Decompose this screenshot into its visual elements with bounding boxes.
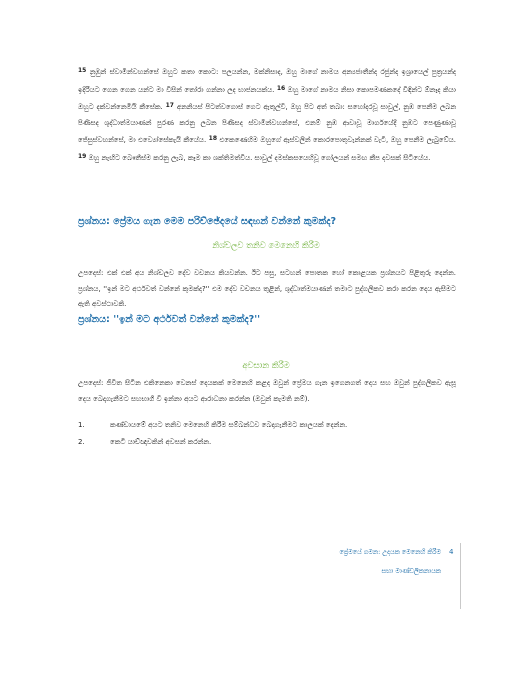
list-item (78, 435, 458, 452)
verse-text: ඔහු මාගේ නාමය නිසා කොපමණකදේ විඳින්ට ඕනෑද කියා ඔහුට දක්වන්නෙමියි කීසේක. (78, 85, 456, 112)
scripture-paragraph (78, 63, 456, 167)
verse-text: එකෙණෙහිම ඔහුගේ ඇස්වලින් කොරපොතුවැන්නක් වැටී, ඔහු පෙනීම ලැබුවේය. (219, 136, 456, 145)
list-item-text: කණ්ඩායමේ අයට තනිව මෙනෙහි කිරීම සම්බන්ධව බෙදාගැනීමට කාලයක් දෙන්න. (110, 421, 348, 429)
list-item (78, 418, 458, 435)
page-number: 4 (449, 548, 454, 556)
question-heading: ප්‍රශ්නය: ප්‍රේමය ගැන මෙම පරිච්ඡේදයේ සඳහන් වන්නේ කුමක්ද? (78, 216, 337, 227)
section-heading: අවසාන කිරීම (242, 360, 290, 370)
verse-text: අනනියස් පිටත්වගොස් ගෙට ඇතුල්වී, ඔහු පිට අත් තබා: සහෝදරවූ සාවුල්, නුඹ පෙනීම ලබන පිණිසද ශුද්ධාත්මයාණන් පුරණ කරනු ලබන පිණිසද ස්වාමීන්වහන්සේ, එනම් නුඹ ආවාවූ මාර්ගයේදී නුඹට පෙණුණාවූ ජේසුස්වහන්සේ, මා එව්‍යෝසේකැයි කීයේය. (78, 103, 456, 145)
numbered-list (78, 418, 458, 452)
verse-text: නුඹුන් ස්වාමීන්වහන්සේ ඔහුට කතා කොට: පලයන්න, මක්නිසාද, ඔහු මාගේ නාමය අන්‍යජාතීන්ද රජුන්ද ඉශ්‍රායෙල් පුත්‍රයන්ද ඉදිරියට ගෙන ගෙන යන්ට මා විසින් තෝරා ගන්නා ලද භාජනයක්ය. (78, 68, 456, 94)
footer-subtitle: සභා මාණ්ඩලිකනායක (381, 567, 441, 575)
verse-number: 17 (165, 102, 174, 110)
list-number: 2. (78, 438, 85, 446)
question-heading: ප්‍රශ්නය: ''ඉන් මට අර්ථවත් වන්නේ කුමක්ද?'' (78, 314, 261, 325)
verse-number: 16 (276, 84, 286, 92)
section-heading: නිශ්චලව තනිව මෙනෙහි කිරීම (212, 240, 320, 250)
verse-number: 18 (208, 135, 218, 143)
list-number: 1. (78, 421, 85, 429)
verse-text: ඔහු නැඟිට බෞතීස්ම කරනු ලැබ, කෑම කා ශක්තිමත්විය. සාවුල් දමස්කසයෙහිවූ ගෝලයන් සමඟ කීප දවසක් සිටියේය. (88, 153, 431, 162)
verse-number: 15 (78, 67, 87, 74)
footer-title: ප්‍රේමයේ ගමන: උදයක මෙනෙහි කිරීම (339, 548, 441, 556)
verse-number: 19 (78, 152, 87, 160)
instructions-paragraph: උපදෙස්: එක් එක් අය නිශ්චලව දේව වචනය කියවන්න. ඊට පසු, සටහන් පොතක හෝ කොළයක ප්‍රශ්නයට පිළිතුරු දෙන්න. ප්‍රශ්නය, ''ඉන් මට අර්ථවත් වන්නේ කුමක්ද?'' එම දේව වචනය තුළින්, ශුද්ධාත්මයාණන් තමාට පුද්ගලිකව කරා කරන දෙය ඇසීමට ඇති අවස්ථාවකි. (78, 269, 456, 309)
footer-divider (460, 543, 461, 609)
instructions-paragraph: උපදෙස්: ජිවිත සිටින එකිනෙකා වෙනස් දෙයකක් මෙනෙහි කළද ඔවුන් ප්‍රේමය ගැන ඉගෙනගත් දෙය සහ ඔවුන් පුද්ගලිකව ඇසූ දෙය බෙදාගැනීමට සහභාගී වී ඉන්නා අයට ආරාධනා කරන්න (ඔවුන් කැමති නම්). (78, 379, 456, 403)
list-item-text: කෙටි යාච්ඥාවකින් අවසන් කරන්න. (110, 438, 212, 446)
